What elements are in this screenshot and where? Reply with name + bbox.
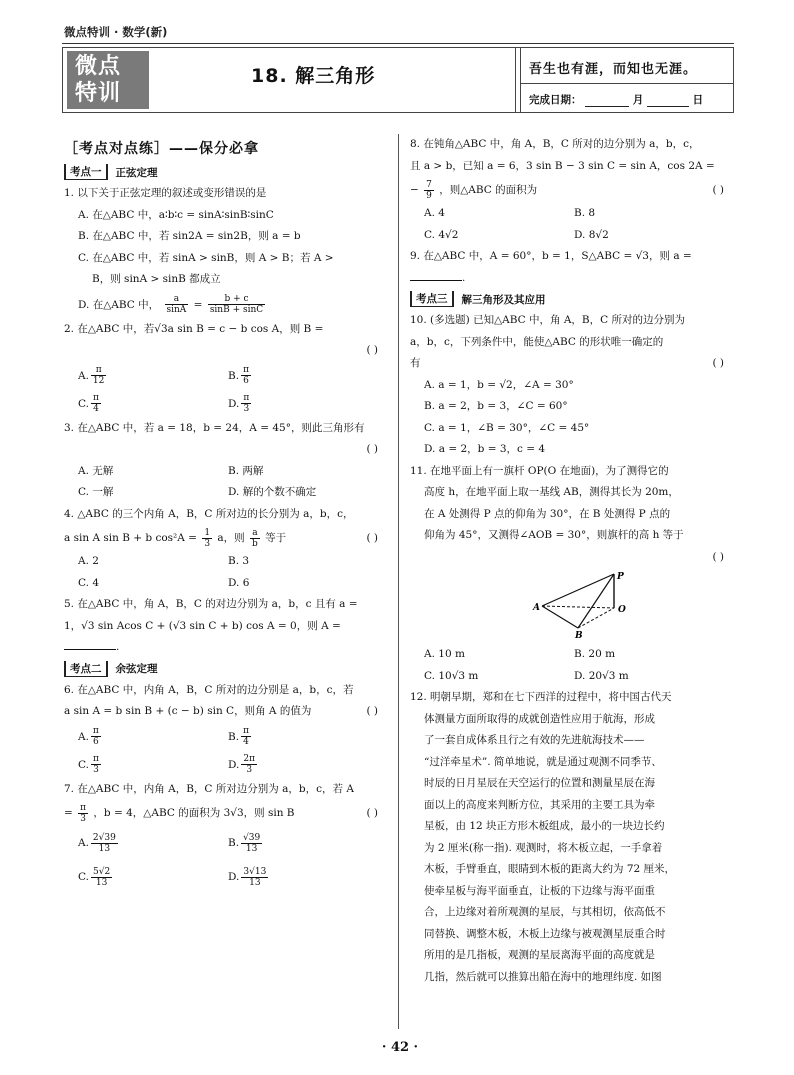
equation: [410, 177, 537, 203]
question-7: [64, 779, 386, 895]
question-12: [410, 687, 732, 988]
option-a: A. a = 1，b = √2，∠A = 30°: [424, 378, 574, 391]
numerator: 2π: [243, 754, 256, 764]
question-stem-cont: 在 A 处测得 P 点的仰角为 30°，在 B 处测得 P 点的: [424, 507, 671, 520]
denominator: sinA: [166, 305, 187, 315]
answer-paren[interactable]: ( ): [366, 344, 378, 356]
option-letter: D.: [228, 758, 240, 771]
section-title: ［考点对点练］——保分必拿: [64, 141, 259, 157]
denominator: 13: [95, 877, 108, 888]
denominator: 4: [93, 404, 99, 414]
option-letter: C.: [78, 871, 89, 883]
page-title: 18. 解三角形: [251, 65, 376, 87]
fraction: [91, 833, 118, 854]
option-a: A. 2: [78, 555, 99, 567]
options: [64, 551, 386, 594]
denominator: 13: [245, 843, 258, 854]
topic-heading-1: [64, 164, 386, 180]
geometry-diagram: [410, 570, 732, 640]
logo-line-2: 特训: [75, 80, 122, 106]
paragraph-line: 木板，手臂垂直，眼睛到木板的距离大约为 72 厘米，: [424, 863, 676, 875]
option-d: D. a = 2，b = 3，c = 4: [424, 443, 546, 455]
question-2: [64, 319, 386, 418]
paragraph-line: 所用的是几指板，观测的星辰离海平面的高度就是: [424, 949, 655, 961]
question-3: [64, 418, 386, 504]
denominator: 3: [204, 538, 211, 549]
answer-blank[interactable]: [64, 639, 116, 650]
question-9: [410, 246, 732, 289]
topic-heading-2: [64, 661, 386, 677]
numerator: 7: [426, 179, 432, 190]
option-c: [78, 751, 228, 779]
question-stem-cont: [410, 353, 732, 375]
answer-blank[interactable]: [410, 270, 462, 281]
label-P: P: [617, 572, 624, 582]
answer-paren[interactable]: ( ): [712, 550, 724, 563]
paragraph-line: 了一套自成体系且行之有效的先进航海技术——: [424, 734, 645, 746]
option-letter: D.: [228, 871, 240, 883]
option-c-cont: B，则 sinA > sinB 都成立: [92, 273, 221, 285]
question-stem: 10. (多选题) 已知△ABC 中，角 A，B，C 所对的边分别为: [410, 314, 686, 326]
fraction: [165, 294, 189, 315]
option-d: [64, 291, 386, 319]
motto-rule: [521, 83, 733, 84]
denominator: 3: [243, 404, 250, 414]
month-blank[interactable]: [585, 95, 629, 107]
option-letter: C.: [78, 397, 89, 410]
numerator: 3√13: [243, 866, 267, 877]
left-column: [64, 134, 386, 894]
line-AB: [542, 606, 578, 628]
question-stem-cont: [410, 177, 732, 203]
denominator: 9: [426, 190, 432, 201]
numerator: π: [243, 726, 249, 736]
fraction: [241, 867, 268, 888]
label-B: B: [575, 631, 583, 640]
question-stem-cont: 仰角为 45°，又测得∠AOB = 30°，则旗杆的高 h 等于: [424, 529, 684, 541]
option-d: D. 6: [228, 576, 250, 589]
title-banner: [62, 47, 734, 113]
paragraph-line: 面以上的高度来判断方位，其采用的主要工具为牵: [424, 798, 655, 811]
paragraph-line: 体测量方面所取得的成就创造性应用于航海，形成: [424, 712, 655, 725]
option-a: A. 10 m: [424, 648, 465, 660]
option-b: B. 3: [228, 555, 250, 567]
label-A: A: [533, 603, 540, 613]
completion-date: [529, 92, 703, 107]
question-stem: 3. 在△ABC 中，若 a = 18，b = 24，A = 45°，则此三角形有: [64, 421, 365, 434]
topic-name: 余弦定理: [115, 663, 158, 675]
numerator: π: [93, 393, 99, 403]
question-stem: 5. 在△ABC 中，角 A，B，C 的对边分别为 a，b，c 且有 a =: [64, 598, 358, 610]
option-c: C. 4√2: [424, 228, 459, 241]
equation: [64, 800, 295, 826]
paragraph-line: 星板，由 12 块正方形木板组成，最小的一块边长约: [424, 820, 665, 832]
topic-tag: 考点三: [410, 291, 454, 307]
equation-part: 等于: [265, 532, 287, 544]
question-10: [410, 310, 732, 461]
period: .: [116, 641, 120, 653]
question-stem-cont: a，b，c，下列条件中，能使△ABC 的形状唯一确定的: [410, 335, 664, 348]
equation-part: ，b = 4，△ABC 的面积为 3√3，则 sin B: [93, 807, 295, 819]
option-c: C. 4: [78, 576, 100, 589]
options: [64, 362, 386, 418]
logo-line-1: 微点: [75, 53, 122, 79]
denominator: 3: [246, 765, 253, 775]
option-d: D. 解的个数不确定: [228, 486, 317, 498]
option-letter: B.: [228, 730, 240, 743]
answer-line: [64, 637, 386, 659]
banner-separator: [515, 48, 521, 112]
date-label: 完成日期：: [529, 94, 582, 106]
question-5: [64, 594, 386, 659]
option-d-prefix: D. 在△ABC 中，: [78, 298, 160, 311]
option-d: [228, 860, 378, 894]
option-a: [78, 723, 228, 751]
option-a: A. 无解: [78, 464, 114, 477]
fraction: [91, 726, 101, 747]
line-BO: [578, 608, 614, 628]
question-stem: 4. △ABC 的三个内角 A，B，C 所对边的长分别为 a，b，c，: [64, 507, 354, 520]
option-letter: A.: [78, 369, 89, 382]
question-stem-cont: 1，√3 sin Acos C + (√3 sin C + b) cos A = 0，则 A =: [64, 619, 341, 632]
running-head: 微点特训 · 数学(新): [64, 25, 168, 39]
numerator: π: [80, 802, 87, 813]
denominator: 13: [98, 843, 111, 854]
denominator: 12: [92, 376, 105, 386]
answer-paren[interactable]: ( ): [712, 184, 724, 196]
option-d: D. 20√3 m: [574, 669, 629, 682]
options: [64, 723, 386, 779]
option-c: C. 10√3 m: [424, 669, 479, 682]
question-stem: 7. 在△ABC 中，内角 A，B，C 所对边分别为 a，b，c，若 A: [64, 782, 354, 795]
option-letter: D.: [228, 397, 240, 410]
question-stem-cont: 且 a > b，已知 a = 6，3 sin B − 3 sin C = sin A，cos 2A =: [410, 159, 715, 172]
fraction: [424, 180, 434, 201]
fraction: [91, 867, 112, 888]
paragraph-line: 几指，然后就可以推算出船在海中的地理纬度. 如图: [424, 970, 662, 983]
fraction: [241, 365, 251, 386]
option-b: B. 两解: [228, 464, 264, 477]
answer-paren[interactable]: ( ): [712, 357, 724, 369]
denominator: 6: [93, 737, 99, 747]
numerator: π: [243, 393, 250, 403]
question-4: [64, 504, 386, 595]
numerator: π: [243, 365, 249, 375]
options: [410, 203, 732, 246]
question-stem: 8. 在钝角△ABC 中，角 A，B，C 所对的边分别为 a，b，c，: [410, 138, 700, 150]
equation-part: =: [64, 807, 73, 819]
fraction: [91, 393, 101, 414]
answer-paren[interactable]: ( ): [366, 443, 378, 455]
stem-text: a sin A = b sin B + (c − b) sin C，则角 A 的值为: [64, 705, 312, 717]
option-b: B. a = 2，b = 3，∠C = 60°: [424, 400, 568, 412]
denominator: 4: [243, 737, 249, 747]
fraction: [91, 754, 101, 775]
equation-part: a，则: [217, 532, 245, 544]
answer-paren[interactable]: ( ): [366, 705, 378, 717]
date-month: 月: [632, 94, 644, 106]
question-stem: 11. 在地平面上有一旗杆 OP(O 在地面)，为了测得它的: [410, 464, 669, 477]
topic-tag: 考点一: [64, 164, 108, 180]
paragraph-line: “过洋牵星术”. 简单地说，就是通过观测不同季节、: [424, 755, 662, 768]
option-b: [228, 362, 378, 390]
denominator: 3: [93, 765, 99, 775]
option-d: [228, 751, 378, 779]
answer-paren[interactable]: ( ): [366, 532, 378, 544]
option-c: C. 在△ABC 中，若 sinA > sinB，则 A > B；若 A >: [78, 251, 334, 264]
equation-part: a sin A sin B + b cos²A =: [64, 532, 197, 544]
flagpole-figure: [410, 570, 732, 640]
option-letter: A.: [78, 837, 89, 849]
date-day: 日: [692, 94, 704, 106]
option-b: [228, 723, 378, 751]
numerator: π: [92, 726, 99, 736]
option-letter: B.: [228, 369, 240, 382]
topic-tag: 考点二: [64, 661, 108, 677]
topic-name: 正弦定理: [115, 166, 158, 179]
stem-text: 有: [410, 357, 421, 369]
numerator: π: [91, 365, 106, 376]
option-d: D. 8√2: [574, 228, 609, 241]
options: [410, 644, 732, 687]
options: [64, 461, 386, 504]
fraction: [241, 726, 251, 747]
topic-name: 解三角形及其应用: [461, 293, 546, 306]
day-blank[interactable]: [647, 95, 689, 107]
options: [64, 826, 386, 894]
paragraph-line: 时辰的日月星辰在天空运行的位置和测量星辰在海: [424, 777, 655, 789]
answer-paren[interactable]: ( ): [366, 807, 378, 819]
denominator: b: [252, 538, 258, 549]
paragraph-line: 合，上边缘对着所观测的星辰，与其相切，依高低不: [424, 906, 666, 918]
label-O: O: [618, 605, 626, 615]
numerator: a: [165, 294, 189, 305]
paragraph-line: 12. 明朝早期，郑和在七下西洋的过程中，将中国古代天: [410, 691, 672, 703]
option-d: [228, 390, 378, 418]
denominator: 13: [249, 877, 261, 888]
question-stem: 1. 以下关于正弦定理的叙述或变形错误的是: [64, 187, 267, 199]
top-rule: [62, 43, 734, 44]
option-a: [78, 362, 228, 390]
option-a: A. 4: [424, 207, 445, 219]
logo: [67, 51, 149, 109]
option-a: [78, 826, 228, 860]
right-column: [410, 134, 732, 988]
question-stem: 2. 在△ABC 中，若√3a sin B = c − b cos A，则 B =: [64, 322, 324, 335]
option-c: C. 一解: [78, 486, 114, 498]
motto: 吾生也有涯，而知也无涯。: [529, 62, 698, 77]
denominator: sinB + sinC: [209, 305, 264, 315]
equation-part: −: [410, 184, 419, 196]
numerator: b + c: [208, 294, 265, 305]
page-number: · 42 ·: [381, 1040, 419, 1055]
fraction: [250, 528, 260, 549]
option-letter: B.: [228, 837, 240, 849]
option-letter: C.: [78, 758, 89, 771]
option-a: A. 在△ABC 中，a∶b∶c = sinA∶sinB∶sinC: [78, 208, 274, 221]
option-letter: A.: [78, 730, 89, 743]
period: .: [462, 271, 466, 284]
equation-part: ，则△ABC 的面积为: [439, 184, 538, 196]
topic-heading-3: [410, 291, 732, 307]
option-c: [78, 860, 228, 894]
paragraph-line: 为 2 厘米(称一指). 观测时，将木板立起，一手拿着: [424, 841, 663, 854]
question-stem: 9. 在△ABC 中，A = 60°，b = 1，S△ABC = √3，则 a =: [410, 250, 692, 262]
fraction: [241, 754, 257, 775]
numerator: √39: [243, 832, 261, 843]
fraction: [241, 833, 262, 854]
question-stem-cont: [64, 800, 386, 826]
question-stem: 6. 在△ABC 中，内角 A，B，C 所对的边分别是 a，b，c，若: [64, 683, 354, 696]
numerator: 2√39: [92, 832, 116, 843]
equals: =: [193, 298, 203, 311]
column-divider: [398, 134, 399, 1029]
question-stem-cont: [64, 701, 386, 723]
fraction: [91, 365, 106, 386]
paragraph-line: 使牵星板与海平面垂直，让板的下边缘与海平面重: [424, 884, 655, 897]
fraction: [78, 803, 88, 824]
line-AO: [542, 606, 614, 608]
option-c: [78, 390, 228, 418]
question-11: [410, 461, 732, 688]
numerator: π: [93, 754, 99, 764]
question-stem-cont: [64, 525, 386, 551]
question-8: [410, 134, 732, 246]
option-b: B. 8: [574, 207, 596, 219]
fraction: [202, 528, 212, 549]
denominator: 6: [243, 376, 249, 386]
option-b: B. 20 m: [574, 648, 616, 660]
question-6: [64, 680, 386, 779]
option-b: B. 在△ABC 中，若 sin2A = sin2B，则 a = b: [78, 230, 301, 242]
numerator: 1: [204, 527, 211, 538]
fraction: [241, 393, 251, 414]
equation: [64, 525, 286, 551]
numerator: a: [250, 528, 260, 539]
numerator: 5√2: [93, 866, 111, 877]
question-1: [64, 183, 386, 319]
denominator: 3: [80, 813, 86, 824]
paragraph-line: 同替换、调整木板，木板上边缘与被观测星辰重合时: [424, 927, 666, 940]
option-b: [228, 826, 378, 860]
question-stem-cont: 高度 h，在地平面上取一基线 AB，测得其长为 20m，: [424, 486, 679, 498]
fraction: [208, 294, 265, 315]
option-c: C. a = 1，∠B = 30°，∠C = 45°: [424, 421, 590, 434]
